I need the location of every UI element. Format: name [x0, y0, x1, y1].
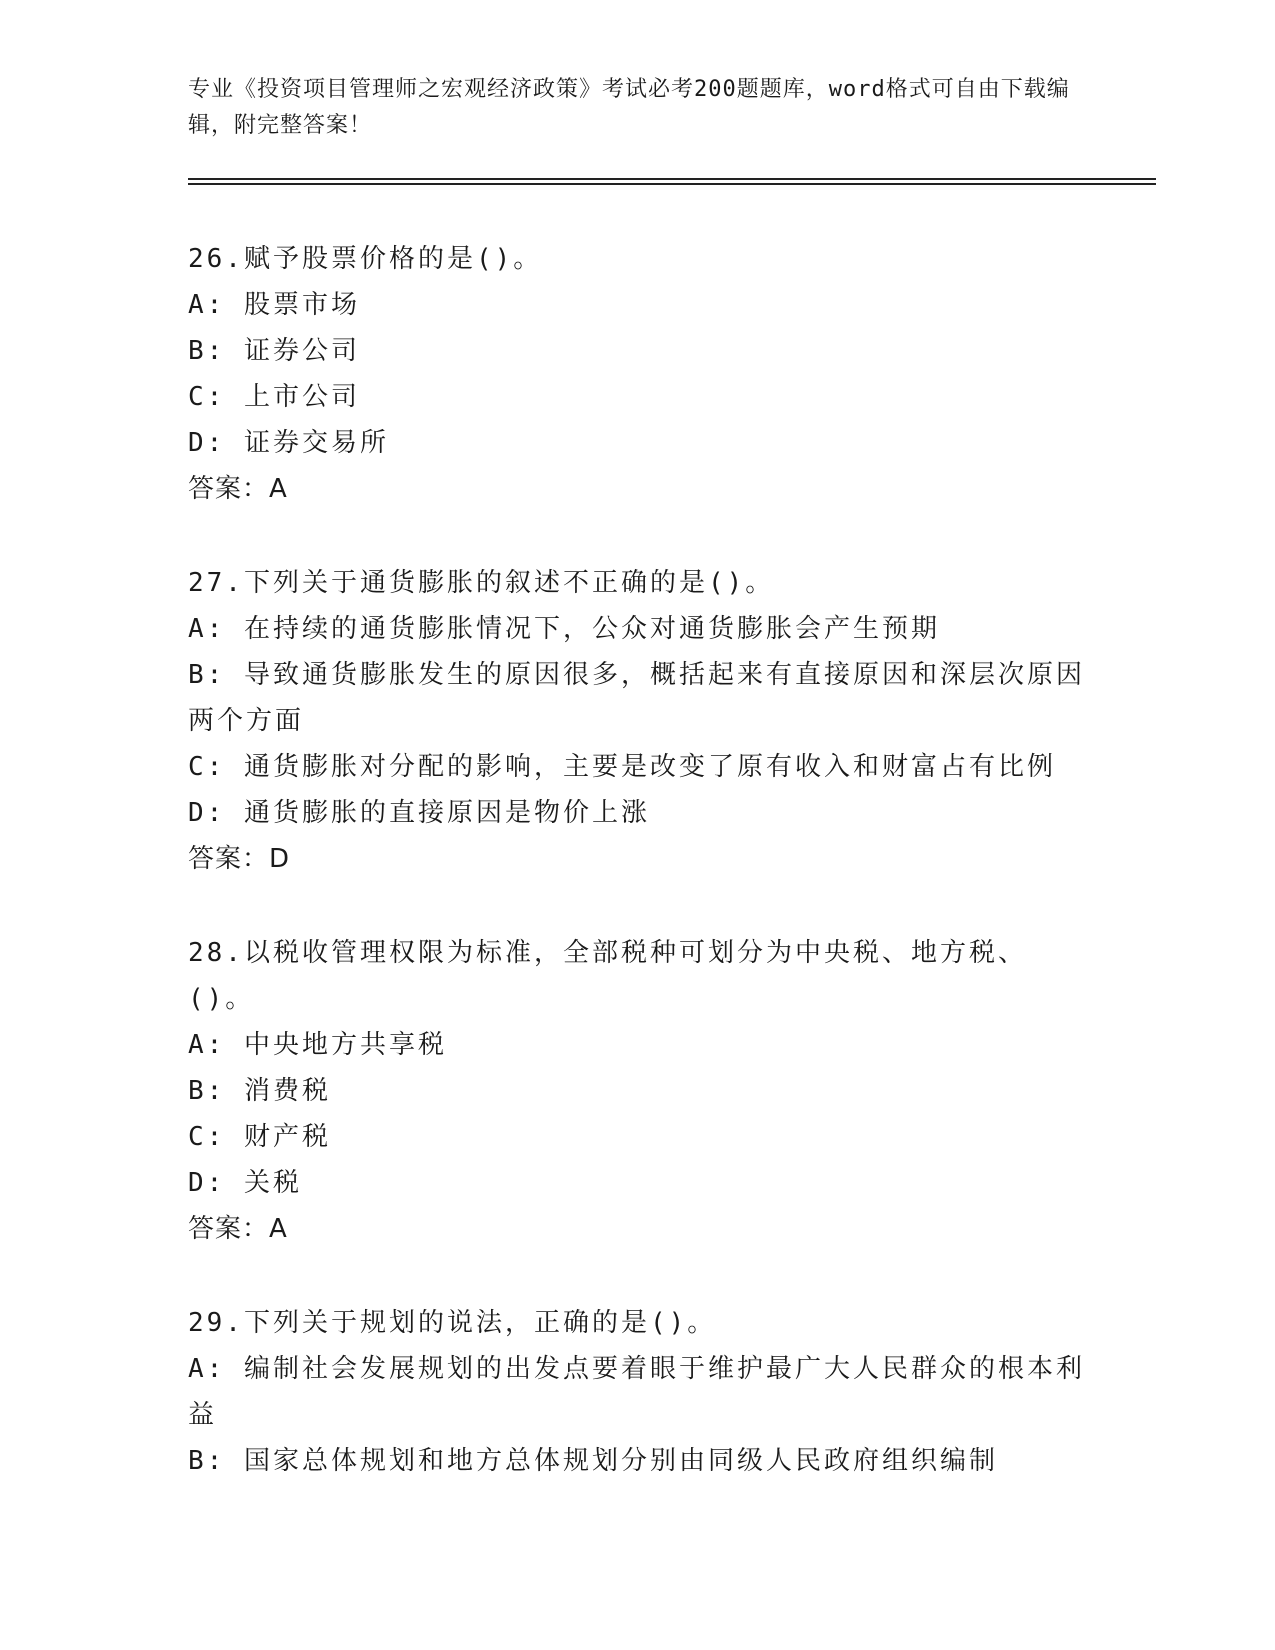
header-divider-top [188, 178, 1156, 180]
answer-line: 答案：A [188, 474, 288, 504]
option-a: A: 在持续的通货膨胀情况下，公众对通货膨胀会产生预期 [188, 614, 940, 644]
option-b: B: 导致通货膨胀发生的原因很多，概括起来有直接原因和深层次原因两个方面 [188, 660, 1085, 736]
question-stem: 28.以税收管理权限为标准，全部税种可划分为中央税、地方税、()。 [188, 938, 1027, 1014]
option-b: B: 国家总体规划和地方总体规划分别由同级人民政府组织编制 [188, 1446, 998, 1476]
option-b: B: 消费税 [188, 1076, 331, 1106]
option-a: A: 股票市场 [188, 290, 360, 320]
question-stem: 26.赋予股票价格的是()。 [188, 244, 543, 274]
option-a: A: 编制社会发展规划的出发点要着眼于维护最广大人民群众的根本利益 [188, 1354, 1085, 1430]
option-c: C: 财产税 [188, 1122, 331, 1152]
option-a: A: 中央地方共享税 [188, 1030, 447, 1060]
answer-line: 答案：A [188, 1214, 288, 1244]
option-d: D: 通货膨胀的直接原因是物价上涨 [188, 798, 650, 828]
option-b: B: 证券公司 [188, 336, 360, 366]
question-26 [188, 236, 1088, 512]
question-29 [188, 1300, 1088, 1484]
option-c: C: 通货膨胀对分配的影响，主要是改变了原有收入和财富占有比例 [188, 752, 1056, 782]
document-header: 专业《投资项目管理师之宏观经济政策》考试必考200题题库，word格式可自由下载编辑，附完整答案！ [188, 77, 1070, 138]
question-28 [188, 930, 1088, 1252]
question-27 [188, 560, 1088, 882]
question-stem: 27.下列关于通货膨胀的叙述不正确的是()。 [188, 568, 775, 598]
answer-line: 答案：D [188, 844, 291, 874]
option-d: D: 证券交易所 [188, 428, 389, 458]
option-d: D: 关税 [188, 1168, 302, 1198]
question-stem: 29.下列关于规划的说法，正确的是()。 [188, 1308, 717, 1338]
header-divider-bottom [188, 183, 1156, 185]
question-list [188, 236, 1088, 1532]
option-c: C: 上市公司 [188, 382, 360, 412]
